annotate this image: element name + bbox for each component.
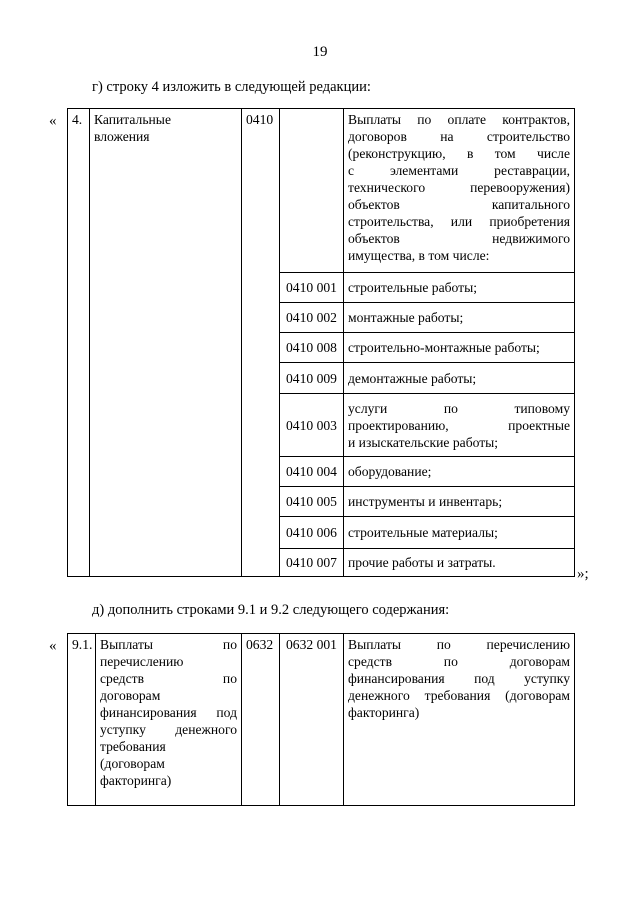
subrow-code: 0410 007 [280, 549, 344, 577]
text-line: строительства, или приобретения [348, 214, 570, 229]
row-code: 0632 [242, 634, 280, 806]
text-line: строительно-монтажные работы; [348, 340, 540, 355]
text-line: с элементами реставрации, [348, 163, 570, 178]
row-number: 9.1. [68, 634, 96, 806]
text-line: денежного требования (договорам [348, 688, 570, 703]
text-line: объектов капитального [348, 197, 570, 212]
subrow-description [344, 273, 575, 303]
subrow-code: 0410 004 [280, 457, 344, 487]
text-line: услуги по типовому [348, 400, 570, 416]
row-description [344, 634, 575, 806]
text-line: монтажные работы; [348, 310, 464, 325]
text-line: технического перевооружения) [348, 180, 570, 195]
text-line: имущества, в том числе: [348, 248, 490, 263]
text-line: (договорам [100, 756, 165, 771]
text-line: средств по договорам [348, 654, 570, 669]
text-line: проектированию, проектные [348, 417, 570, 433]
row-code: 0410 [242, 109, 280, 577]
text-line: строительные работы; [348, 280, 478, 295]
text-line: перечислению [100, 654, 184, 669]
text-line: прочие работы и затраты. [348, 555, 496, 570]
text-line: финансирования под [100, 705, 237, 720]
text-line: факторинга) [348, 705, 420, 720]
row-name [90, 109, 242, 577]
row-subcode: 0632 001 [280, 634, 344, 806]
text-line: финансирования под уступку [348, 671, 570, 686]
text-line: факторинга) [100, 773, 172, 788]
text-line: уступку денежного [100, 722, 237, 737]
table-row-4 [67, 108, 575, 577]
empty-code-cell [280, 109, 344, 273]
subrow-code: 0410 001 [280, 273, 344, 303]
text-line: требования [100, 739, 166, 754]
row-name [96, 634, 242, 806]
page-number: 19 [312, 44, 328, 60]
close-quote-1: »; [577, 566, 589, 582]
subrow-description [344, 333, 575, 363]
subrow-description [344, 517, 575, 549]
text-line: инструменты и инвентарь; [348, 494, 503, 509]
subrow-description [344, 549, 575, 577]
text-line: демонтажные работы; [348, 370, 477, 386]
subrow-code: 0410 009 [280, 363, 344, 394]
text-line: Капитальные [94, 112, 171, 127]
row-number: 4. [68, 109, 90, 577]
subrow-description [344, 487, 575, 517]
subrow-code: 0410 002 [280, 303, 344, 333]
open-quote-2: « [49, 638, 57, 654]
text-line: строительные материалы; [348, 525, 498, 540]
subrow-description [344, 457, 575, 487]
text-line: Выплаты по перечислению [348, 637, 570, 652]
text-line: (реконструкцию, в том числе [348, 146, 570, 161]
subrow-description [344, 394, 575, 457]
text-line: средств по [100, 671, 237, 686]
paragraph-g: г) строку 4 изложить в следующей редакции: [92, 79, 371, 95]
text-line: вложения [94, 129, 150, 144]
text-line: объектов недвижимого [348, 231, 570, 246]
row-description [344, 109, 575, 273]
text-line: договоров на строительство [348, 129, 570, 144]
text-line: и изыскательские работы; [348, 434, 499, 450]
paragraph-d: д) дополнить строками 9.1 и 9.2 следующего содержания: [92, 602, 450, 618]
table-row [68, 109, 575, 273]
text-line: договорам [100, 688, 161, 703]
subrow-code: 0410 006 [280, 517, 344, 549]
subrow-description [344, 363, 575, 394]
subrow-code: 0410 005 [280, 487, 344, 517]
text-line: Выплаты по [100, 637, 237, 652]
subrow-description [344, 303, 575, 333]
open-quote-1: « [49, 113, 57, 129]
text-line: оборудование; [348, 464, 432, 479]
text-line: Выплаты по оплате контрактов, [348, 112, 570, 127]
subrow-code: 0410 003 [280, 394, 344, 457]
table-row-9-1 [67, 633, 575, 806]
subrow-code: 0410 008 [280, 333, 344, 363]
